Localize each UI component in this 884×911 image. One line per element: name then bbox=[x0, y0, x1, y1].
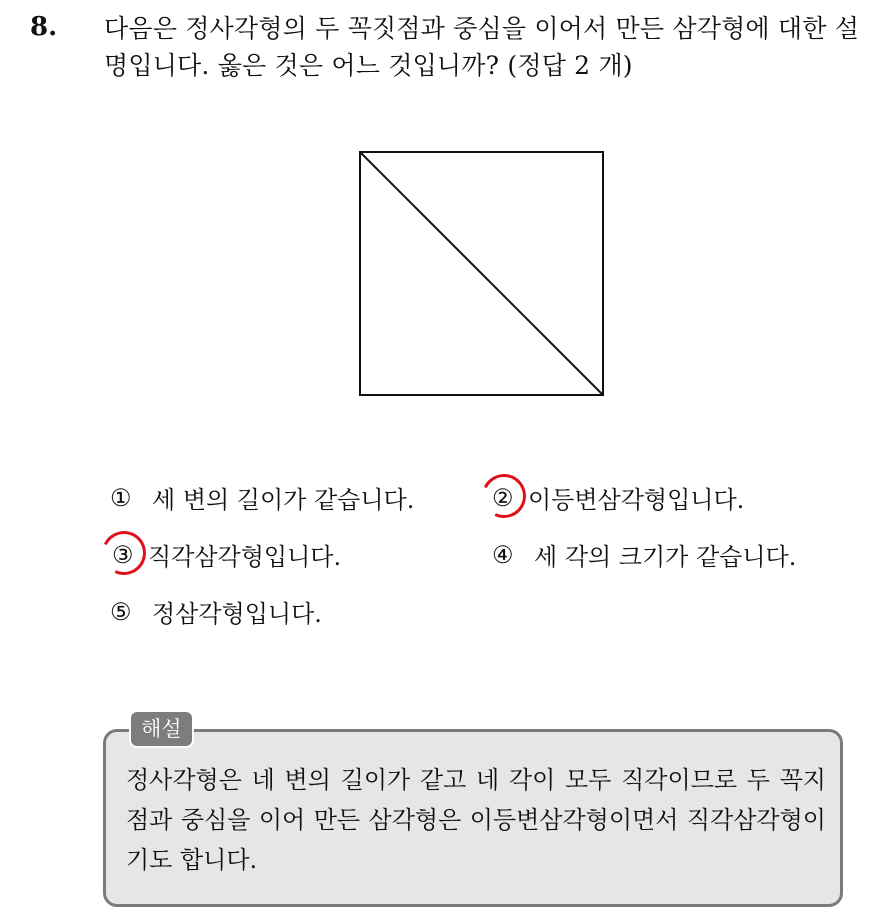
option-number: ⑤ bbox=[110, 597, 132, 626]
answer-mark-icon bbox=[476, 467, 532, 523]
explanation-tag: 해설 bbox=[129, 710, 194, 748]
option-label: 직각삼각형입니다. bbox=[148, 543, 342, 571]
option-1[interactable] bbox=[110, 480, 414, 515]
option-3[interactable] bbox=[112, 537, 341, 572]
option-label: 세 변의 길이가 같습니다. bbox=[152, 486, 415, 514]
square-diagram bbox=[358, 150, 606, 398]
option-label: 이등변삼각형입니다. bbox=[528, 486, 745, 514]
option-4[interactable] bbox=[492, 537, 796, 572]
explanation-text: 정사각형은 네 변의 길이가 같고 네 각이 모두 직각이므로 두 꼭지점과 중심을 이어 만든 삼각형은 이등변삼각형이면서 직각삼각형이기도 합니다. bbox=[126, 766, 826, 874]
answer-mark-icon bbox=[96, 524, 152, 580]
option-5[interactable] bbox=[110, 594, 322, 629]
option-label: 세 각의 크기가 같습니다. bbox=[534, 543, 797, 571]
option-number: ③ bbox=[112, 541, 148, 569]
option-number: ② bbox=[492, 484, 528, 512]
option-number: ① bbox=[110, 483, 132, 512]
diagonal bbox=[360, 152, 603, 395]
option-2[interactable] bbox=[492, 480, 744, 515]
option-label: 정삼각형입니다. bbox=[152, 600, 322, 628]
question-text: 다음은 정사각형의 두 꼭짓점과 중심을 이어서 만든 삼각형에 대한 설명입니다. 옳은 것은 어느 것입니까? (정답 2 개) bbox=[104, 14, 860, 80]
question-number: 8. bbox=[30, 12, 58, 42]
option-number: ④ bbox=[492, 540, 514, 569]
